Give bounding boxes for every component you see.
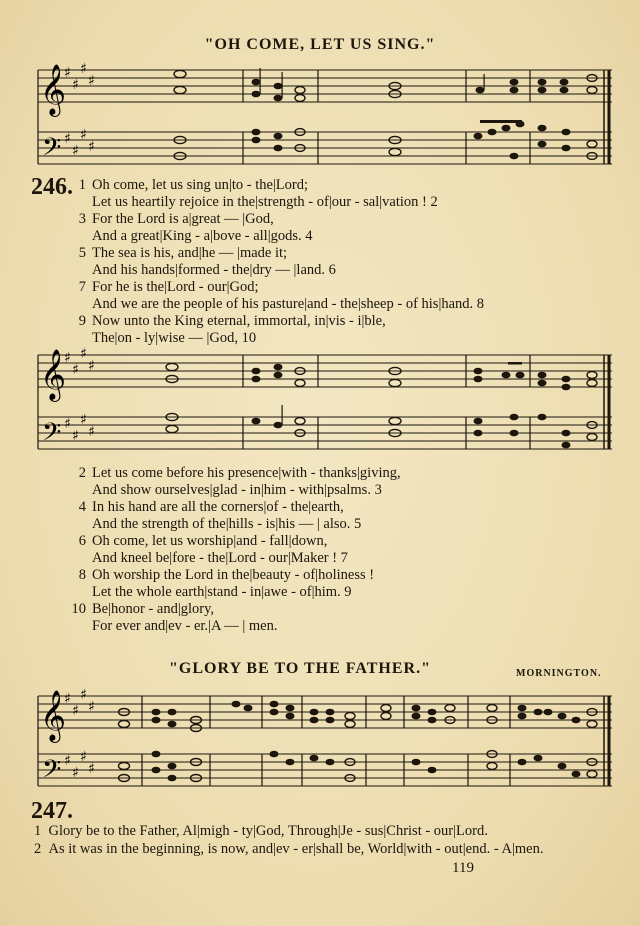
svg-text:♯: ♯ (64, 350, 71, 366)
treble-staff (38, 70, 612, 102)
svg-text:♯: ♯ (64, 416, 71, 432)
svg-text:♯: ♯ (80, 346, 87, 362)
svg-text:♯: ♯ (64, 65, 71, 81)
verse-block-2: 2 Let us come before his presence|with - thanks|giving, And show ourselves|glad - in|him - with|psalms. 3 4 In his hand are all the corners|of - the|earth, And the strength of the|hills - is|his — | also. 5 6 Oh come, let us worship|and - fall|down, And kneel be|fore - the|Lord - our|Maker ! 7 8 Oh worship the Lord in the|beauty - of|holiness ! Let the whole earth|stand - in|awe - of|him. 9 10 Be|honor - and|glory, For ever and|ev - er.|A — | men. (71, 465, 401, 634)
svg-text:𝄞: 𝄞 (40, 690, 67, 741)
svg-text:♯: ♯ (72, 362, 79, 378)
svg-text:♯: ♯ (80, 749, 87, 765)
hymn-247-title: "GLORY BE TO THE FATHER." (169, 660, 431, 677)
svg-text:♯: ♯ (80, 61, 87, 77)
page-number: 119 (452, 860, 474, 876)
svg-text:♯: ♯ (64, 131, 71, 147)
svg-text:♯: ♯ (72, 428, 79, 444)
svg-text:♯: ♯ (72, 143, 79, 159)
verse-1: 1 Oh come, let us sing un|to - the|Lord; (78, 177, 309, 193)
svg-text:♯: ♯ (80, 687, 87, 703)
bass-staff (38, 132, 612, 164)
hymn-246-number: 246. (31, 174, 73, 200)
verse-4: 4 In his hand are all the corners|of - the|earth, (78, 499, 344, 515)
svg-text:♯: ♯ (72, 77, 79, 93)
svg-text:♯: ♯ (64, 691, 71, 707)
verse-10: 10 Be|honor - and|glory, (71, 601, 215, 617)
svg-text:♯: ♯ (88, 139, 95, 155)
verse-7: 7 For he is the|Lord - our|God; (78, 279, 259, 295)
svg-text:♯: ♯ (72, 703, 79, 719)
svg-text:♯: ♯ (88, 761, 95, 777)
verse-6: 6 Oh come, let us worship|and - fall|down, (78, 533, 328, 549)
svg-text:♯: ♯ (88, 699, 95, 715)
svg-text:𝄢: 𝄢 (42, 755, 62, 790)
svg-text:♯: ♯ (88, 424, 95, 440)
verse-3: 3 For the Lord is a|great — |God, (78, 211, 274, 227)
music-system-1 (0, 60, 640, 180)
verse-2: 2 Let us come before his presence|with - thanks|giving, (78, 465, 401, 481)
music-system-2 (0, 345, 640, 465)
hymn-246-title: "OH COME, LET US SING." (204, 36, 436, 53)
verse-9: 9 Now unto the King eternal, immortal, in|vis - i|ble, (78, 313, 386, 329)
svg-text:♯: ♯ (80, 412, 87, 428)
svg-text:𝄞: 𝄞 (40, 349, 67, 400)
svg-text:♯: ♯ (88, 358, 95, 374)
verse-8: 8 Oh worship the Lord in the|beauty - of|holiness ! (78, 567, 375, 583)
notes (174, 70, 597, 159)
hymn-247-number: 247. (31, 798, 73, 824)
glory-line-1: 1 Glory be to the Father, Al|migh - ty|God, Through|Je - sus|Christ - our|Lord. (34, 823, 488, 839)
svg-text:♯: ♯ (72, 765, 79, 781)
bass-clef: 𝄢 (42, 133, 62, 168)
tune-name: MORNINGTON. (516, 668, 602, 679)
barlines (38, 70, 609, 164)
svg-text:♯: ♯ (88, 73, 95, 89)
verse-5: 5 The sea is his, and|he — |made it; (78, 245, 288, 261)
music-system-3 (0, 682, 640, 802)
svg-text:𝄢: 𝄢 (42, 418, 62, 453)
key-signature (64, 61, 95, 159)
filled-notes (252, 68, 571, 159)
svg-text:♯: ♯ (80, 127, 87, 143)
svg-text:♯: ♯ (64, 753, 71, 769)
treble-clef: 𝄞 (40, 64, 67, 115)
glory-line-2: 2 As it was in the beginning, is now, and|ev - er|shall be, World|with - out|end. - A|men. (34, 841, 544, 857)
verse-block-1: 1 Oh come, let us sing un|to - the|Lord; Let us heartily rejoice in the|strength - of|our - sal|vation ! 2 3 For the Lord is a|great — |God, And a great|King - a|bove - all|gods. 4 5 The sea is his, and|he — |made it; And his hands|formed - the|dry — |land. 6 7 For he is the|Lord - our|God; And we are the people of his pasture|and - the|sheep - of his|hand. 8 9 Now unto the King eternal, immortal, in|vis - i|ble, The|on - ly|wise — |God, 10 (70, 177, 484, 347)
